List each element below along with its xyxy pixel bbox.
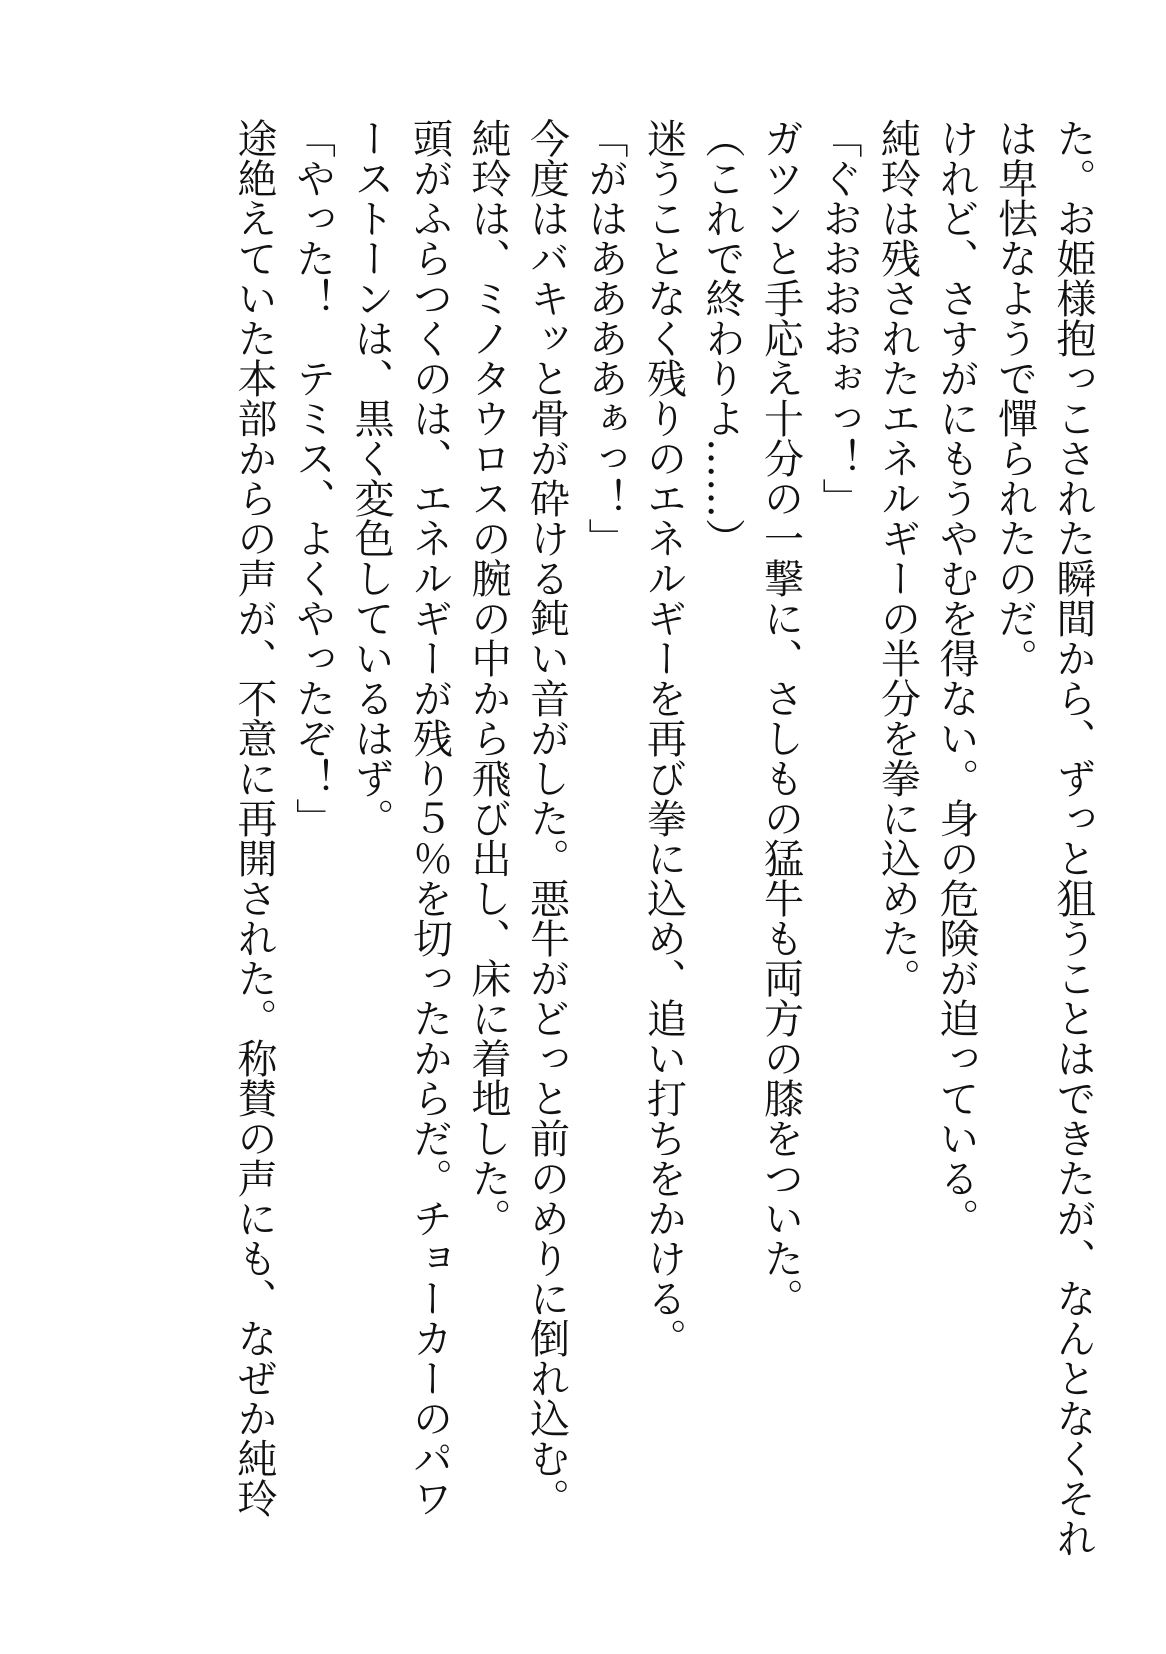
text-line: 迷うことなく残りのエネルギーを再び拳に込め、追い打ちをかける。 (640, 118, 687, 1358)
text-line: 純玲は残されたエネルギーの半分を拳に込めた。 (874, 118, 921, 998)
text-line: 途絶えていた本部からの声が、不意に再開された。称賛の声にも、なぜか純玲 (231, 118, 277, 1518)
text-line: 「ぐおおおおぉっ！」 (816, 118, 862, 518)
text-line: 頭がふらつくのは、エネルギーが残り５％を切ったからだ。チョーカーのパワ (406, 118, 453, 1518)
text-line: は卑怯なようで憚られたのだ。 (991, 118, 1038, 678)
text-line: けれど、さすがにもうやむを得ない。身の危険が迫っている。 (933, 118, 979, 1238)
text-line: 「がはああああぁっ！」 (582, 118, 628, 558)
text-line: 今度はバキッと骨が砕ける鈍い音がした。悪牛がどっと前のめりに倒れ込む。 (523, 118, 570, 1518)
text-line: （これで終わりよ……） (699, 118, 745, 558)
text-line: 純玲は、ミノタウロスの腕の中から飛び出し、床に着地した。 (465, 118, 511, 1238)
text-line: ガツンと手応え十分の一撃に、さしもの猛牛も両方の膝をついた。 (757, 118, 804, 1318)
vertical-text-body (225, 118, 1103, 1558)
text-line: 「やった！ テミス、よくやったぞ！」 (289, 118, 336, 838)
text-line: た。お姫様抱っこされた瞬間から、ずっと狙うことはできたが、なんとなくそれ (1050, 118, 1096, 1558)
text-line: ーストーンは、黒く変色しているはず。 (348, 118, 394, 838)
